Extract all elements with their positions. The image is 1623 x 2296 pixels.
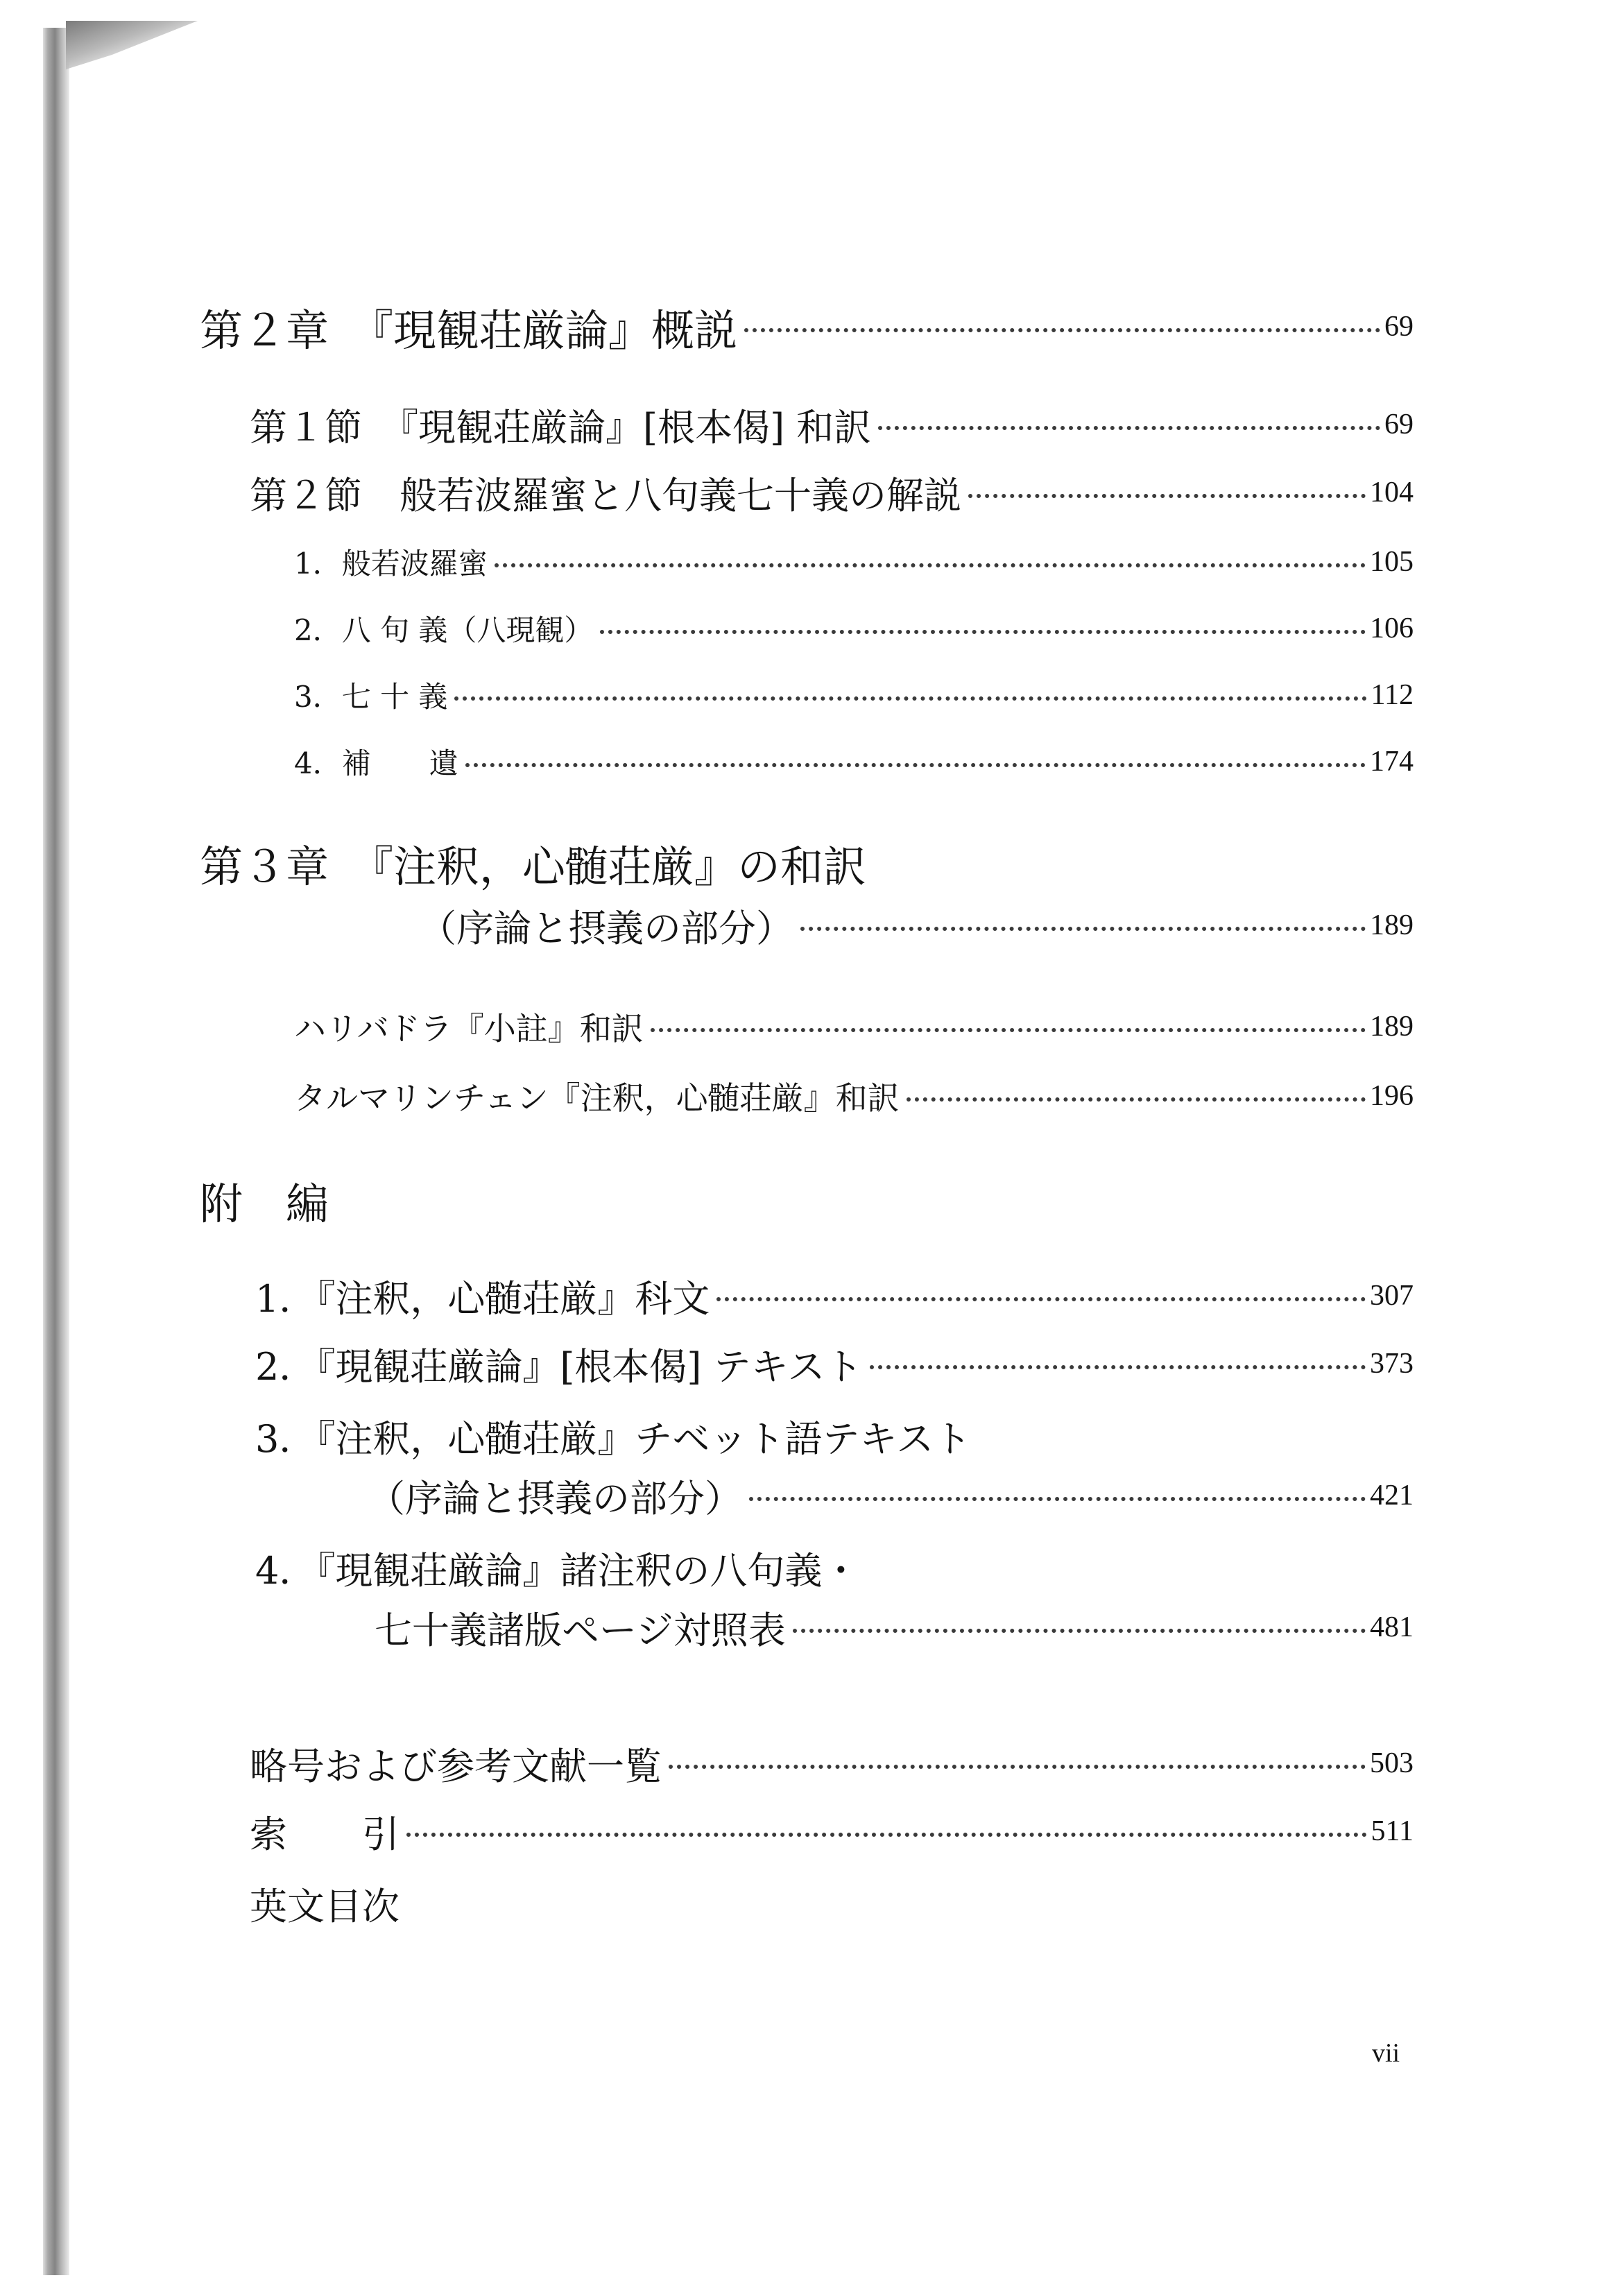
toc-appendix-3-subtitle[interactable] xyxy=(368,1468,1414,1523)
toc-section-2-2[interactable] xyxy=(250,465,1414,520)
dot-leader xyxy=(793,1629,1366,1633)
dot-leader xyxy=(651,1028,1366,1032)
toc-page-number: 174 xyxy=(1370,746,1414,778)
toc-entry-subtitle: （序論と摂義の部分） xyxy=(368,1476,742,1520)
toc-entry-title: 1．般若波羅蜜 xyxy=(294,547,488,581)
binding-shadow xyxy=(43,28,69,2275)
toc-chapter-2[interactable] xyxy=(200,295,1414,358)
toc-entry-title: 2．『現観荘厳論』[根本偈] テキスト xyxy=(255,1344,863,1389)
dot-leader xyxy=(406,1833,1367,1837)
dot-leader xyxy=(907,1097,1366,1102)
toc-page-number: 421 xyxy=(1370,1480,1414,1511)
toc-page-number: 196 xyxy=(1370,1080,1414,1112)
dot-leader xyxy=(669,1765,1366,1769)
dot-leader xyxy=(800,927,1366,931)
toc-entry-title: 1．『注釈，心髄荘厳』科文 xyxy=(255,1276,710,1321)
toc-page-number: 104 xyxy=(1370,477,1414,508)
dot-leader xyxy=(600,630,1366,634)
toc-chapter-3-subtitle[interactable] xyxy=(419,898,1414,953)
toc-entry-title: 略号および参考文献一覧 xyxy=(250,1744,662,1788)
toc-page-number: 69 xyxy=(1384,311,1414,343)
dot-leader xyxy=(870,1365,1366,1369)
toc-appendix-3-title[interactable]: 3．『注釈，心髄荘厳』チベット語テキスト xyxy=(255,1417,972,1461)
toc-entry-dharmarinchen[interactable] xyxy=(294,1068,1414,1124)
toc-entry-title: 2．八 句 義（八現観） xyxy=(294,613,594,647)
toc-entry-title: 索 引 xyxy=(250,1812,400,1856)
toc-page-number: 481 xyxy=(1370,1611,1414,1643)
toc-entry-title: 第１節 『現観荘厳論』[根本偈] 和訳 xyxy=(250,405,872,449)
toc-page-number: 503 xyxy=(1370,1747,1414,1779)
toc-entry-haribhadra[interactable] xyxy=(294,999,1414,1054)
dot-leader xyxy=(495,563,1366,567)
toc-appendix-2[interactable] xyxy=(255,1336,1414,1391)
toc-page-number: 69 xyxy=(1384,409,1414,440)
toc-entry-title: 第２節 般若波羅蜜と八句義七十義の解説 xyxy=(250,473,961,517)
page-corner-shadow xyxy=(66,21,198,69)
toc-abbreviations[interactable] xyxy=(250,1736,1414,1791)
toc-subsection-2-2-3[interactable] xyxy=(294,667,1414,723)
toc-subsection-2-2-4[interactable] xyxy=(294,734,1414,789)
toc-entry-title: 第２章 『現観荘厳論』概説 xyxy=(200,305,738,356)
dot-leader xyxy=(465,763,1366,767)
toc-subsection-2-2-2[interactable] xyxy=(294,601,1414,656)
dot-leader xyxy=(454,696,1366,701)
dot-leader xyxy=(968,494,1366,498)
toc-entry-subtitle: 七十義諸版ページ対照表 xyxy=(375,1608,786,1652)
dot-leader xyxy=(716,1297,1366,1301)
toc-page-number: 105 xyxy=(1370,546,1414,578)
toc-english-contents[interactable]: 英文目次 xyxy=(250,1885,400,1928)
toc-entry-subtitle: （序論と摂義の部分） xyxy=(419,906,793,950)
toc-page-number: 373 xyxy=(1370,1348,1414,1380)
toc-chapter-3-title[interactable]: 第３章 『注釈，心髄荘厳』の和訳 xyxy=(200,841,867,892)
toc-appendix-4-subtitle[interactable] xyxy=(375,1600,1414,1655)
toc-appendix-heading[interactable]: 附 編 xyxy=(200,1179,329,1229)
dot-leader xyxy=(749,1497,1366,1501)
toc-entry-title: 4．補 遺 xyxy=(294,746,458,780)
toc-appendix-1[interactable] xyxy=(255,1268,1414,1323)
toc-page-number: 307 xyxy=(1370,1280,1414,1312)
toc-entry-title: ハリバドラ『小註』和訳 xyxy=(294,1010,644,1047)
toc-section-2-1[interactable] xyxy=(250,397,1414,452)
toc-page-number: 106 xyxy=(1370,612,1414,644)
toc-page-number: 112 xyxy=(1371,679,1414,711)
toc-appendix-4-title[interactable]: 4．『現観荘厳論』諸注釈の八句義・ xyxy=(255,1549,860,1593)
dot-leader xyxy=(878,426,1380,430)
toc-page-number: 189 xyxy=(1370,1011,1414,1043)
dot-leader xyxy=(744,328,1380,332)
toc-entry-title: タルマリンチェン『注釈，心髄荘厳』和訳 xyxy=(294,1079,900,1117)
toc-entry-title: 3．七 十 義 xyxy=(294,680,448,714)
toc-subsection-2-2-1[interactable] xyxy=(294,534,1414,590)
toc-page-number: 511 xyxy=(1371,1815,1414,1847)
toc-page-number: 189 xyxy=(1370,909,1414,941)
toc-index[interactable] xyxy=(250,1804,1414,1859)
page-number: vii xyxy=(1372,2039,1400,2068)
